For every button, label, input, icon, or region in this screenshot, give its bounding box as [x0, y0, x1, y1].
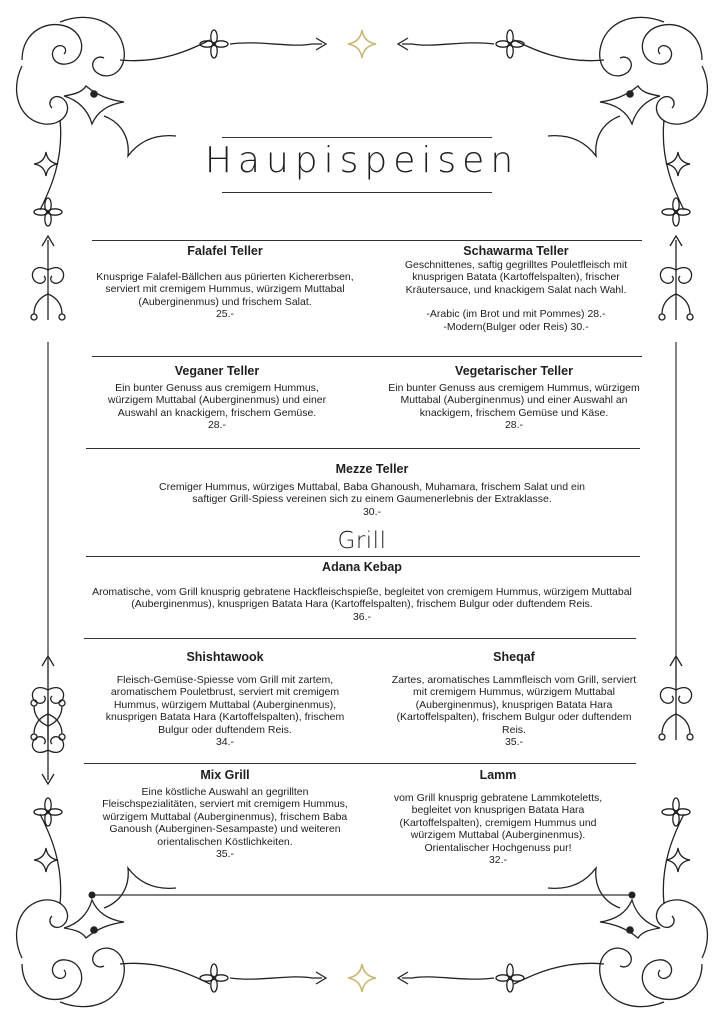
title-rule-top: [222, 137, 492, 138]
dish-price: 28.-: [207, 419, 227, 432]
section-rule: [92, 240, 642, 241]
dish-description: Ein bunter Genuss aus cremigem Hummus, würzigem Muttabal (Auberginenmus) und einer Auswahl an knackigem, frischem Gemüse und Käse.: [388, 382, 640, 419]
menu-item-mezze-teller: [150, 462, 594, 518]
dish-name: Veganer Teller: [174, 364, 260, 378]
dish-name: Schawarma Teller: [463, 244, 569, 258]
dish-name: Mix Grill: [200, 768, 250, 782]
dish-description: vom Grill knusprig gebratene Lammkoteletts, begleitet von knusprigen Batata Hara (Kartoffelspalten), cremigem Hummus und würzigem Muttabal (Auberginenmus). Orientalischer Hochgenuss pur!: [393, 792, 603, 854]
page-title: Haupispeisen: [204, 140, 520, 181]
menu-item-lamm: [380, 768, 616, 866]
dish-description: Knusprige Falafel-Bällchen aus pürierten Kichererbsen, serviert mit cremigem Hummus, würzigem Muttabal (Auberginenmus) und frischem Salat.: [96, 271, 354, 308]
dish-price: 35.-: [504, 736, 524, 749]
dish-description: Fleisch-Gemüse-Spiesse vom Grill mit zartem, aromatischem Pouletbrust, serviert mit cremigem Hummus, würzigem Muttabal (Auberginenmus), knusprigen Batata Hara (Kartoffelspalten), frischem Bulgur oder duftendem Reis.: [105, 674, 345, 736]
dish-price: 35.-: [215, 848, 235, 861]
section-rule: [84, 638, 636, 639]
dish-name: Shishtawook: [186, 650, 264, 664]
dish-name: Adana Kebap: [322, 560, 402, 574]
dish-option: -Arabic (im Brot und mit Pommes) 28.-: [426, 308, 606, 321]
menu-item-schawarma-teller: [382, 244, 650, 333]
dish-price: 36.-: [352, 610, 372, 623]
dish-option: -Modern(Bulger oder Reis) 30.-: [443, 320, 589, 333]
menu-item-veganer-teller: [92, 364, 342, 432]
dish-name: Falafel Teller: [187, 244, 263, 258]
dish-price: 25.-: [215, 308, 235, 321]
menu-item-mix-grill: [96, 768, 354, 860]
dish-name: Vegetarischer Teller: [455, 364, 573, 378]
menu-item-falafel-teller: [92, 244, 358, 321]
title-rule-bottom: [222, 192, 492, 193]
section-rule: [86, 556, 640, 557]
grill-section-heading: Grill: [337, 528, 387, 554]
section-rule: [92, 356, 642, 357]
dish-name: Lamm: [479, 768, 517, 782]
menu-item-sheqaf: [384, 650, 644, 748]
dish-description: Ein bunter Genuss aus cremigem Hummus, würzigem Muttabal (Auberginenmus) und einer Auswahl an knackigem, frischem Gemüse.: [107, 382, 327, 419]
section-rule: [86, 448, 640, 449]
menu-item-shishtawook: [92, 650, 358, 748]
dish-price: 28.-: [504, 419, 524, 432]
dish-description: Eine köstliche Auswahl an gegrillten Fleischspezialitäten, serviert mit cremigem Hummus, würzigem Muttabal (Auberginenmus), frischem Baba Ganoush (Auberginen-Sesampaste) und weiteren orientalischen Köstlichkeiten.: [102, 786, 348, 848]
dish-price: 34.-: [215, 736, 235, 749]
menu-item-adana-kebap: [80, 560, 644, 623]
section-rule: [84, 763, 636, 764]
dish-name: Mezze Teller: [335, 462, 409, 476]
dish-name: Sheqaf: [493, 650, 535, 664]
dish-description: Zartes, aromatisches Lammfleisch vom Grill, serviert mit cremigem Hummus, würzigem Muttabal (Auberginenmus), knusprigen Batata Hara (Kartoffelspalten), frischem Bulgur oder duftendem Reis.: [391, 674, 637, 736]
dish-price: 32.-: [488, 854, 508, 867]
menu-item-vegetarischer-teller: [384, 364, 644, 432]
dish-description: Cremiger Hummus, würziges Muttabal, Baba Ghanoush, Muhamara, frischem Salat und ein saftiger Grill-Spiess vereinen sich zu einem Gaumenerlebnis der Extraklasse.: [158, 481, 586, 506]
dish-price: 30.-: [362, 505, 382, 518]
dish-description: Geschnittenes, saftig gegrilltes Pouletfleisch mit knusprigen Batata (Kartoffelspalten), frischer Kräutersauce, und knackigem Salat nach Wahl.: [404, 259, 628, 296]
dish-description: Aromatische, vom Grill knusprig gebratene Hackfleischspieße, begleitet von cremigem Hummus, würzigem Muttabal (Auberginenmus), knusprigen Batata Hara (Kartoffelspalten), frischem Bulgur oder duftendem Reis.: [92, 586, 632, 611]
